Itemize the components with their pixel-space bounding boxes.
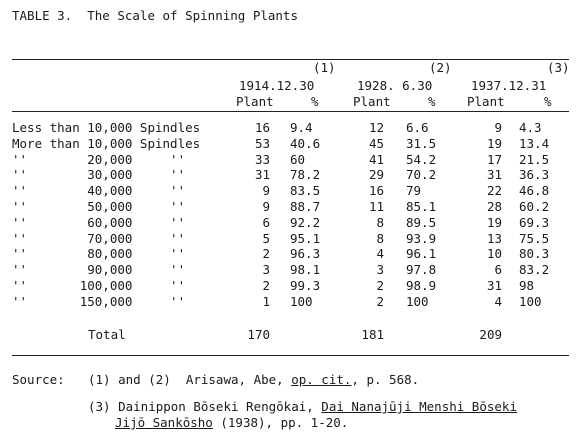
header-rule — [12, 111, 569, 112]
source-1-suffix: , p. 568. — [351, 372, 420, 387]
percent-cell: 40.6 — [290, 136, 321, 151]
plant-cell: 4 — [494, 294, 502, 309]
row-label: '' 60,000 '' — [12, 215, 186, 230]
plant-cell: 31 — [254, 167, 270, 182]
source-3-suffix: (1938), pp. 1-20. — [212, 415, 349, 430]
percent-cell: 36.3 — [519, 167, 550, 182]
percent-cell: 98.9 — [406, 278, 437, 293]
plant-cell: 9 — [262, 199, 270, 214]
row-label: '' 150,000 '' — [12, 294, 186, 309]
percent-cell: 83.5 — [290, 183, 321, 198]
percent-cell: 9.4 — [290, 120, 313, 135]
percent-cell: 31.5 — [406, 136, 437, 151]
source-line-2 — [88, 401, 517, 414]
percent-cell: 98 — [519, 278, 535, 293]
percent-cell: 4.3 — [519, 120, 542, 135]
percent-cell: 100 — [519, 294, 542, 309]
percent-cell: 21.5 — [519, 152, 550, 167]
plant-cell: 12 — [368, 120, 384, 135]
plant-cell: 31 — [486, 278, 502, 293]
total-label: Total — [88, 327, 126, 342]
percent-cell: 98.1 — [290, 262, 321, 277]
source-2-ref: Dai Nanajūji Menshi Bōseki — [321, 399, 517, 414]
percent-cell: 100 — [406, 294, 429, 309]
row-label: '' 70,000 '' — [12, 231, 186, 246]
total-1928: 181 — [361, 327, 384, 342]
col-number-2: (2) — [429, 60, 452, 75]
plant-cell: 1 — [262, 294, 270, 309]
plant-cell: 17 — [486, 152, 502, 167]
row-label: '' 20,000 '' — [12, 152, 186, 167]
plant-cell: 8 — [376, 231, 384, 246]
plant-cell: 6 — [262, 215, 270, 230]
row-label: '' 30,000 '' — [12, 167, 186, 182]
plant-cell: 53 — [254, 136, 270, 151]
row-label: '' 40,000 '' — [12, 183, 186, 198]
source-label: Source: — [12, 372, 65, 387]
percent-cell: 96.3 — [290, 246, 321, 261]
plant-cell: 3 — [262, 262, 270, 277]
percent-cell: 93.9 — [406, 231, 437, 246]
percent-cell: 79 — [406, 183, 422, 198]
percent-cell: 88.7 — [290, 199, 321, 214]
plant-cell: 11 — [368, 199, 384, 214]
plant-cell: 31 — [486, 167, 502, 182]
total-1914: 170 — [247, 327, 270, 342]
percent-cell: 95.1 — [290, 231, 321, 246]
plant-cell: 28 — [486, 199, 502, 214]
plant-cell: 2 — [262, 278, 270, 293]
percent-cell: 54.2 — [406, 152, 437, 167]
percent-cell: 69.3 — [519, 215, 550, 230]
source-line-3 — [115, 417, 348, 430]
plant-cell: 10 — [486, 246, 502, 261]
plant-cell: 16 — [368, 183, 384, 198]
date-1928: 1928. 6.30 — [357, 78, 433, 93]
percent-cell: 83.2 — [519, 262, 550, 277]
plant-cell: 9 — [262, 183, 270, 198]
source-1-prefix: (1) and (2) Arisawa, Abe, — [88, 372, 292, 387]
source-2-prefix: (3) Dainippon Bōseki Rengōkai, — [88, 399, 322, 414]
plant-label-1: Plant — [236, 94, 274, 109]
date-1937: 1937.12.31 — [471, 78, 547, 93]
date-1914: 1914.12.30 — [239, 78, 315, 93]
row-label: '' 50,000 '' — [12, 199, 186, 214]
percent-cell: 99.3 — [290, 278, 321, 293]
plant-cell: 29 — [368, 167, 384, 182]
plant-cell: 16 — [254, 120, 270, 135]
plant-cell: 5 — [262, 231, 270, 246]
col-number-1: (1) — [313, 60, 336, 75]
percent-cell: 96.1 — [406, 246, 437, 261]
plant-label-2: Plant — [353, 94, 391, 109]
total-1937: 209 — [479, 327, 502, 342]
row-label: Less than 10,000 Spindles — [12, 120, 201, 135]
row-label: '' 90,000 '' — [12, 262, 186, 277]
pct-label-2: % — [428, 94, 436, 109]
source-3-ref: Jijō Sankōsho — [115, 415, 213, 430]
plant-cell: 2 — [262, 246, 270, 261]
percent-cell: 13.4 — [519, 136, 550, 151]
source-line-1 — [88, 374, 419, 387]
plant-cell: 4 — [376, 246, 384, 261]
percent-cell: 78.2 — [290, 167, 321, 182]
row-label: More than 10,000 Spindles — [12, 136, 201, 151]
plant-cell: 22 — [486, 183, 502, 198]
plant-cell: 6 — [494, 262, 502, 277]
percent-cell: 89.5 — [406, 215, 437, 230]
plant-cell: 2 — [376, 294, 384, 309]
plant-cell: 33 — [254, 152, 270, 167]
percent-cell: 100 — [290, 294, 313, 309]
source-1-ref: op. cit. — [291, 372, 352, 387]
pct-label-3: % — [544, 94, 552, 109]
percent-cell: 97.8 — [406, 262, 437, 277]
table-title: TABLE 3. The Scale of Spinning Plants — [12, 8, 298, 23]
percent-cell: 60.2 — [519, 199, 550, 214]
bottom-rule — [12, 355, 569, 356]
percent-cell: 70.2 — [406, 167, 437, 182]
plant-cell: 9 — [494, 120, 502, 135]
plant-cell: 41 — [368, 152, 384, 167]
plant-cell: 2 — [376, 278, 384, 293]
percent-cell: 80.3 — [519, 246, 550, 261]
percent-cell: 92.2 — [290, 215, 321, 230]
plant-cell: 3 — [376, 262, 384, 277]
percent-cell: 75.5 — [519, 231, 550, 246]
row-label: '' 80,000 '' — [12, 246, 186, 261]
percent-cell: 60 — [290, 152, 306, 167]
pct-label-1: % — [311, 94, 319, 109]
top-rule — [12, 59, 569, 60]
plant-cell: 45 — [368, 136, 384, 151]
percent-cell: 85.1 — [406, 199, 437, 214]
plant-label-3: Plant — [467, 94, 505, 109]
col-number-3: (3) — [547, 60, 570, 75]
percent-cell: 46.8 — [519, 183, 550, 198]
row-label: '' 100,000 '' — [12, 278, 186, 293]
percent-cell: 6.6 — [406, 120, 429, 135]
plant-cell: 8 — [376, 215, 384, 230]
plant-cell: 19 — [486, 136, 502, 151]
plant-cell: 13 — [486, 231, 502, 246]
plant-cell: 19 — [486, 215, 502, 230]
